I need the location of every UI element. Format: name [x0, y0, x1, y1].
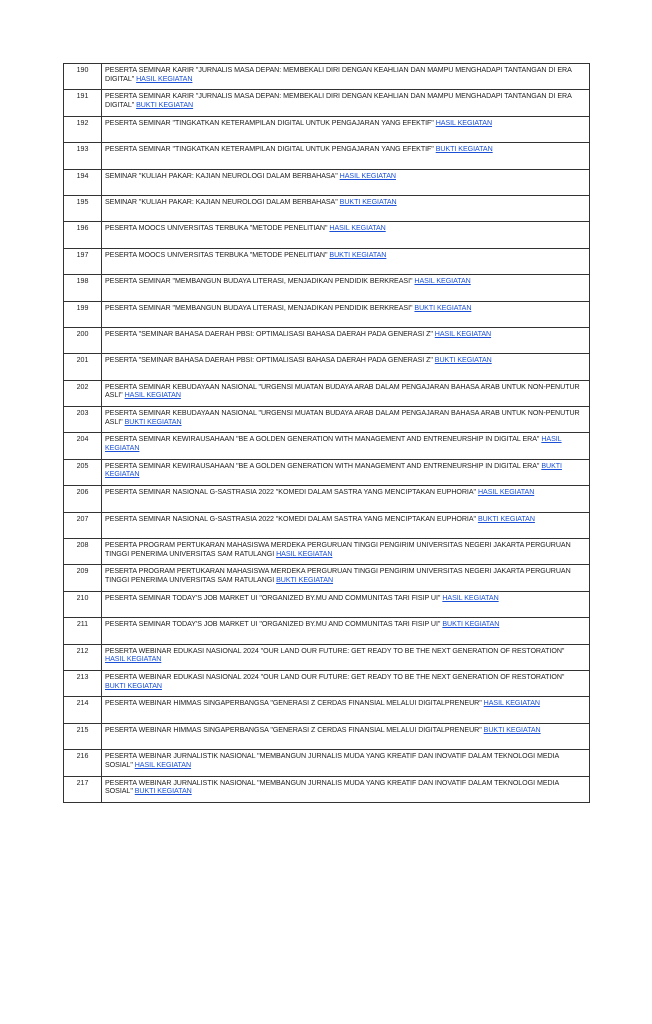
activity-description-cell [102, 539, 590, 565]
activity-description-cell [102, 248, 590, 274]
activity-description: PESERTA WEBINAR HIMMAS SINGAPERBANGSA "GENERASI Z CERDAS FINANSIAL MELALUI DIGITALPRENEUR" [105, 725, 482, 734]
row-number: 204 [64, 433, 102, 459]
row-number: 193 [64, 143, 102, 169]
table-row [64, 433, 590, 459]
hasil-kegiatan-link[interactable]: HASIL KEGIATAN [136, 74, 193, 83]
activity-description-cell [102, 407, 590, 433]
bukti-kegiatan-link[interactable]: BUKTI KEGIATAN [483, 725, 541, 734]
table-row [64, 644, 590, 670]
activity-description-cell [102, 327, 590, 353]
table-row [64, 697, 590, 723]
activity-description-cell [102, 143, 590, 169]
table-row [64, 670, 590, 696]
activity-description: PESERTA MOOCS UNIVERSITAS TERBUKA "METODE PENELITIAN" [105, 250, 328, 259]
table-row [64, 195, 590, 221]
activity-description-cell [102, 750, 590, 776]
bukti-kegiatan-link[interactable]: BUKTI KEGIATAN [442, 620, 500, 629]
hasil-kegiatan-link[interactable]: HASIL KEGIATAN [134, 760, 192, 769]
row-number: 201 [64, 354, 102, 380]
activity-description: PESERTA SEMINAR KEBUDAYAAN NASIONAL "URGENSI MUATAN BUDAYA ARAB DALAM PENGAJARAN BAHASA ARAB UNTUK NON-PENUTUR ASLI" [105, 409, 580, 426]
table-row [64, 301, 590, 327]
row-number: 190 [64, 64, 102, 90]
activity-description: PESERTA "SEMINAR BAHASA DAERAH PBSI: OPTIMALISASI BAHASA DAERAH PADA GENERASI Z" [105, 329, 433, 338]
hasil-kegiatan-link[interactable]: HASIL KEGIATAN [434, 329, 492, 338]
table-row [64, 222, 590, 248]
row-number: 206 [64, 486, 102, 512]
table-row [64, 90, 590, 116]
row-number: 213 [64, 670, 102, 696]
activity-description-cell [102, 222, 590, 248]
row-number: 217 [64, 776, 102, 802]
bukti-kegiatan-link[interactable]: BUKTI KEGIATAN [124, 417, 182, 426]
activity-description: PESERTA SEMINAR "MEMBANGUN BUDAYA LITERASI, MENJADIKAN PENDIDIK BERKREASI" [105, 303, 413, 312]
bukti-kegiatan-link[interactable]: BUKTI KEGIATAN [105, 681, 162, 690]
row-number: 199 [64, 301, 102, 327]
row-number: 214 [64, 697, 102, 723]
activity-description-cell [102, 275, 590, 301]
activity-description: PESERTA SEMINAR KEWIRAUSAHAAN "BE A GOLDEN GENERATION WITH MANAGEMENT AND ENTRENEURSHIP IN DIGITAL ERA" [105, 435, 540, 444]
row-number: 205 [64, 459, 102, 485]
activity-description: PESERTA SEMINAR NASIONAL G-SASTRASIA 2022 "KOMEDI DALAM SASTRA YANG MENCIPTAKAN EUPHORIA" [105, 514, 477, 523]
row-number: 209 [64, 565, 102, 591]
table-row [64, 723, 590, 749]
table-row [64, 169, 590, 195]
table-row [64, 618, 590, 644]
activity-table [63, 63, 590, 803]
hasil-kegiatan-link[interactable]: HASIL KEGIATAN [339, 171, 396, 180]
activity-description: PESERTA MOOCS UNIVERSITAS TERBUKA "METODE PENELITIAN" [105, 224, 328, 233]
activity-description: PESERTA SEMINAR "TINGKATKAN KETERAMPILAN DIGITAL UNTUK PENGAJARAN YANG EFEKTIF" [105, 118, 434, 127]
activity-description-cell [102, 354, 590, 380]
activity-description-cell [102, 64, 590, 90]
bukti-kegiatan-link[interactable]: BUKTI KEGIATAN [136, 100, 194, 109]
bukti-kegiatan-link[interactable]: BUKTI KEGIATAN [276, 576, 334, 585]
row-number: 195 [64, 195, 102, 221]
activity-description: SEMINAR "KULIAH PAKAR: KAJIAN NEUROLOGI DALAM BERBAHASA" [105, 197, 338, 206]
activity-description-cell [102, 433, 590, 459]
table-row [64, 407, 590, 433]
row-number: 194 [64, 169, 102, 195]
table-row [64, 591, 590, 617]
row-number: 200 [64, 327, 102, 353]
bukti-kegiatan-link[interactable]: BUKTI KEGIATAN [435, 145, 493, 154]
activity-description-cell [102, 459, 590, 485]
table-row [64, 750, 590, 776]
hasil-kegiatan-link[interactable]: HASIL KEGIATAN [105, 655, 162, 664]
activity-description-cell [102, 565, 590, 591]
hasil-kegiatan-link[interactable]: HASIL KEGIATAN [477, 488, 535, 497]
activity-description-cell [102, 380, 590, 406]
hasil-kegiatan-link[interactable]: HASIL KEGIATAN [442, 593, 499, 602]
row-number: 211 [64, 618, 102, 644]
row-number: 197 [64, 248, 102, 274]
row-number: 192 [64, 116, 102, 142]
activity-description: PESERTA WEBINAR JURNALISTIK NASIONAL "MEMBANGUN JURNALIS MUDA YANG KREATIF DAN INOVATIF DALAM TEKNOLOGI MEDIA SOSIAL" [105, 778, 559, 796]
bukti-kegiatan-link[interactable]: BUKTI KEGIATAN [414, 303, 472, 312]
table-row [64, 776, 590, 802]
activity-description: PESERTA SEMINAR NASIONAL G-SASTRASIA 2022 "KOMEDI DALAM SASTRA YANG MENCIPTAKAN EUPHORIA" [105, 488, 477, 497]
activity-description-cell [102, 776, 590, 802]
activity-description: PESERTA WEBINAR EDUKASI NASIONAL 2024 "OUR LAND OUR FUTURE: GET READY TO BE THE NEXT GENERATION OF RESTORATION" [105, 646, 565, 655]
table-row [64, 354, 590, 380]
activity-description-cell [102, 116, 590, 142]
activity-description-cell [102, 618, 590, 644]
table-row [64, 116, 590, 142]
activity-description: PESERTA "SEMINAR BAHASA DAERAH PBSI: OPTIMALISASI BAHASA DAERAH PADA GENERASI Z" [105, 356, 433, 365]
row-number: 196 [64, 222, 102, 248]
row-number: 210 [64, 591, 102, 617]
table-row [64, 380, 590, 406]
row-number: 202 [64, 380, 102, 406]
activity-description: PESERTA SEMINAR TODAY'S JOB MARKET UI "ORGANIZED BY.MU AND COMMUNITAS TARI FISIP UI" [105, 593, 441, 602]
row-number: 212 [64, 644, 102, 670]
activity-description-cell [102, 723, 590, 749]
activity-description-cell [102, 301, 590, 327]
activity-description-cell [102, 644, 590, 670]
activity-description: PESERTA PROGRAM PERTUKARAN MAHASISWA MERDEKA PERGURUAN TINGGI PENGIRIM UNIVERSITAS NEGERI JAKARTA PERGURUAN TINGGI PENERIMA UNIVERSITAS SAM RATULANGI [105, 541, 571, 558]
activity-description: PESERTA WEBINAR EDUKASI NASIONAL 2024 "OUR LAND OUR FUTURE: GET READY TO BE THE NEXT GENERATION OF RESTORATION" [105, 672, 565, 681]
activity-description: PESERTA SEMINAR "TINGKATKAN KETERAMPILAN DIGITAL UNTUK PENGAJARAN YANG EFEKTIF" [105, 145, 434, 154]
table-row [64, 486, 590, 512]
activity-description-cell [102, 195, 590, 221]
activity-description-cell [102, 512, 590, 538]
bukti-kegiatan-link[interactable]: BUKTI KEGIATAN [434, 356, 492, 365]
activity-table-body [64, 64, 590, 803]
hasil-kegiatan-link[interactable]: HASIL KEGIATAN [329, 224, 386, 233]
table-row [64, 459, 590, 485]
table-row [64, 143, 590, 169]
activity-description: PESERTA SEMINAR KARIR "JURNALIS MASA DEPAN: MEMBEKALI DIRI DENGAN KEAHLIAN DAN MAMPU MENGHADAPI TANTANGAN DI ERA DIGITAL" [105, 66, 572, 83]
activity-description-cell [102, 90, 590, 116]
activity-description-cell [102, 697, 590, 723]
table-row [64, 64, 590, 90]
hasil-kegiatan-link[interactable]: HASIL KEGIATAN [435, 118, 493, 127]
hasil-kegiatan-link[interactable]: HASIL KEGIATAN [124, 391, 181, 400]
hasil-kegiatan-link[interactable]: HASIL KEGIATAN [105, 435, 562, 453]
activity-description: PESERTA SEMINAR "MEMBANGUN BUDAYA LITERASI, MENJADIKAN PENDIDIK BERKREASI" [105, 277, 413, 286]
activity-description-cell [102, 486, 590, 512]
table-row [64, 539, 590, 565]
activity-description: SEMINAR "KULIAH PAKAR: KAJIAN NEUROLOGI DALAM BERBAHASA" [105, 171, 338, 180]
activity-description: PESERTA SEMINAR TODAY'S JOB MARKET UI "ORGANIZED BY.MU AND COMMUNITAS TARI FISIP UI" [105, 620, 441, 629]
row-number: 208 [64, 539, 102, 565]
table-row [64, 248, 590, 274]
activity-description-cell [102, 591, 590, 617]
activity-description: PESERTA SEMINAR KEBUDAYAAN NASIONAL "URGENSI MUATAN BUDAYA ARAB DALAM PENGAJARAN BAHASA ARAB UNTUK NON-PENUTUR ASLI" [105, 382, 580, 400]
hasil-kegiatan-link[interactable]: HASIL KEGIATAN [483, 699, 540, 708]
bukti-kegiatan-link[interactable]: BUKTI KEGIATAN [134, 787, 192, 796]
activity-description: PESERTA WEBINAR HIMMAS SINGAPERBANGSA "GENERASI Z CERDAS FINANSIAL MELALUI DIGITALPRENEUR" [105, 699, 482, 708]
row-number: 198 [64, 275, 102, 301]
hasil-kegiatan-link[interactable]: HASIL KEGIATAN [276, 549, 333, 558]
activity-description-cell [102, 169, 590, 195]
activity-description-cell [102, 670, 590, 696]
row-number: 207 [64, 512, 102, 538]
activity-description: PESERTA SEMINAR KARIR "JURNALIS MASA DEPAN: MEMBEKALI DIRI DENGAN KEAHLIAN DAN MAMPU MENGHADAPI TANTANGAN DI ERA DIGITAL" [105, 92, 572, 109]
bukti-kegiatan-link[interactable]: BUKTI KEGIATAN [329, 250, 387, 259]
activity-description: PESERTA PROGRAM PERTUKARAN MAHASISWA MERDEKA PERGURUAN TINGGI PENGIRIM UNIVERSITAS NEGERI JAKARTA PERGURUAN TINGGI PENERIMA UNIVERSITAS SAM RATULANGI [105, 567, 571, 585]
bukti-kegiatan-link[interactable]: BUKTI KEGIATAN [339, 197, 397, 206]
hasil-kegiatan-link[interactable]: HASIL KEGIATAN [414, 277, 471, 286]
row-number: 203 [64, 407, 102, 433]
table-row [64, 512, 590, 538]
row-number: 215 [64, 723, 102, 749]
activity-description: PESERTA WEBINAR JURNALISTIK NASIONAL "MEMBANGUN JURNALIS MUDA YANG KREATIF DAN INOVATIF DALAM TEKNOLOGI MEDIA SOSIAL" [105, 752, 559, 769]
table-row [64, 275, 590, 301]
bukti-kegiatan-link[interactable]: BUKTI KEGIATAN [477, 514, 535, 523]
table-row [64, 565, 590, 591]
row-number: 216 [64, 750, 102, 776]
row-number: 191 [64, 90, 102, 116]
bukti-kegiatan-link[interactable]: BUKTI KEGIATAN [105, 461, 562, 479]
activity-description: PESERTA SEMINAR KEWIRAUSAHAAN "BE A GOLDEN GENERATION WITH MANAGEMENT AND ENTRENEURSHIP IN DIGITAL ERA" [105, 461, 540, 470]
table-row [64, 327, 590, 353]
